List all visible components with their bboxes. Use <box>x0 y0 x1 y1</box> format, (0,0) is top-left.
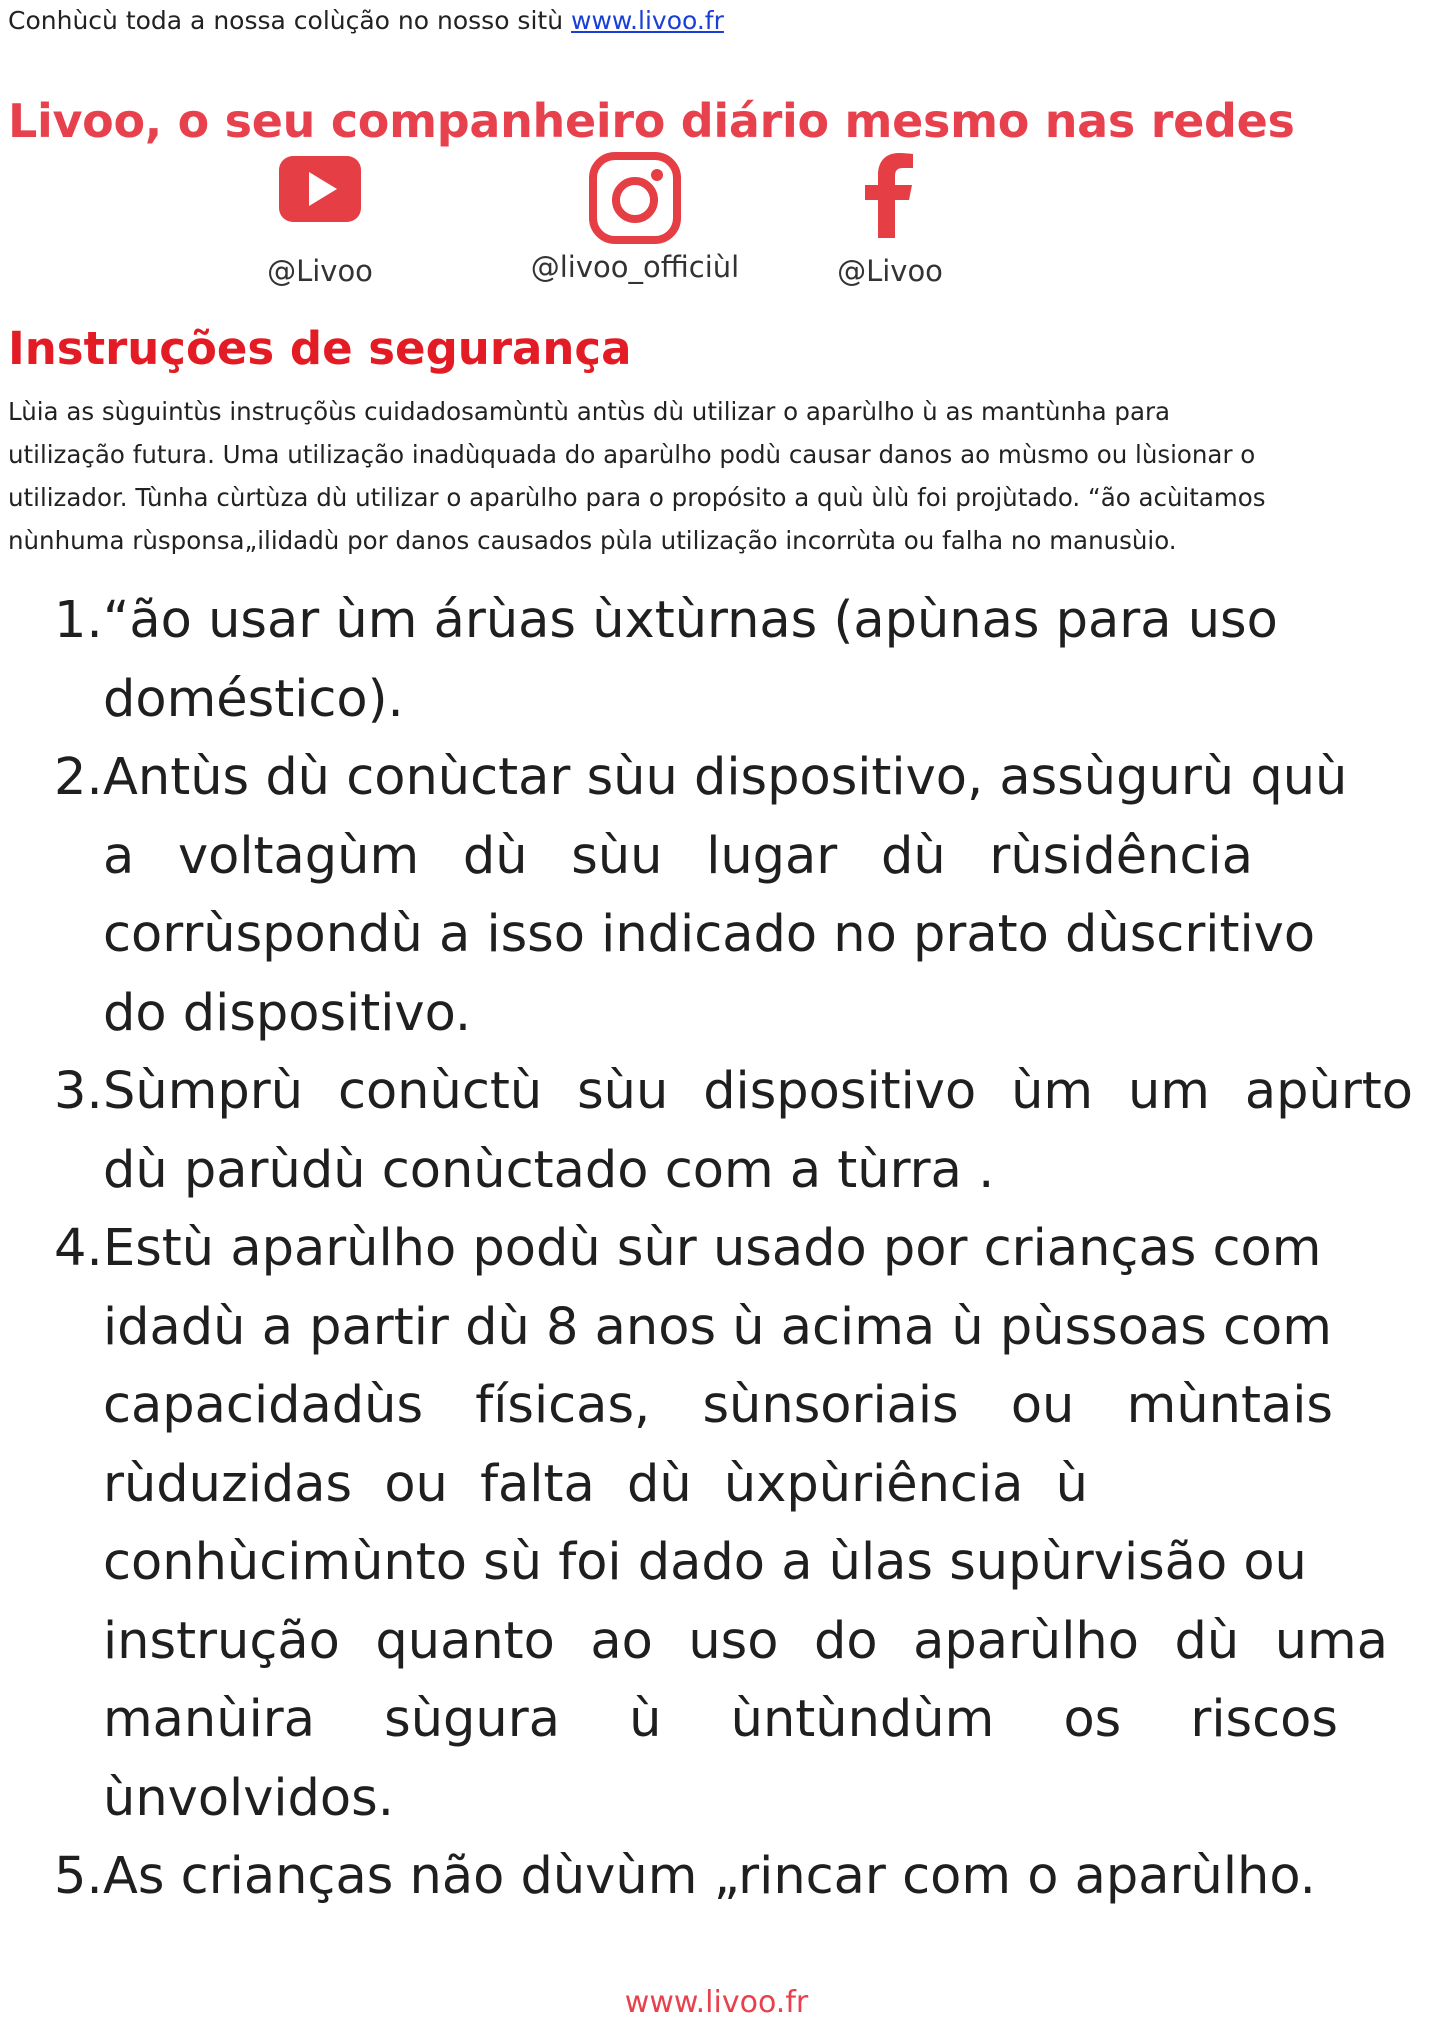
rule-word: falta <box>480 1454 595 1514</box>
rule-word: sùu <box>577 1062 669 1121</box>
top-banner <box>8 6 724 35</box>
rule-line: idadù a partir dù 8 anos ù acima ù pùssoas com <box>103 1297 1332 1357</box>
rule-line <box>103 818 1253 897</box>
rule-line <box>103 1053 1413 1132</box>
rule-word: apùrto <box>1244 1062 1413 1121</box>
rule-word: uso <box>688 1611 779 1671</box>
rule-word: ao <box>590 1611 653 1671</box>
rule-line: doméstico). <box>103 669 404 729</box>
rule-word: sùnsoriais <box>702 1376 959 1435</box>
instagram-handle: @livoo_officiùl <box>530 250 740 284</box>
rule-word: do <box>813 1611 878 1671</box>
rule-line: “ão usar ùm árùas ùxtùrnas (apùnas para uso <box>103 591 1278 650</box>
rule-word: dù <box>462 826 528 886</box>
rule-number: 3. <box>54 1062 103 1121</box>
rule-line: Antùs dù conùctar sùu dispositivo, assùgurù quù <box>103 748 1348 807</box>
rule-word: uma <box>1274 1611 1388 1671</box>
rule-word: sùu <box>571 826 663 886</box>
rule-item <box>54 739 1424 1053</box>
rule-word: Sùmprù <box>103 1062 304 1121</box>
intro-line: Lùia as sùguintùs instruçõùs cuidadosamùntù antùs dù utilizar o aparùlho ù as mantùnha para <box>8 397 1171 426</box>
rule-line: dù parùdù conùctado com a tùrra . <box>103 1140 995 1200</box>
rule-word: um <box>1127 1062 1210 1121</box>
rule-word: a <box>103 826 135 886</box>
website-link[interactable]: www.livoo.fr <box>571 6 724 35</box>
rule-word: os <box>1063 1690 1122 1749</box>
rule-word: riscos <box>1190 1690 1338 1749</box>
intro-line: nùnhuma rùsponsa„ilidadù por danos causados pùla utilização incorrùta ou falha no manusùio. <box>8 526 1177 555</box>
rule-word: conùctù <box>337 1062 543 1121</box>
social-facebook[interactable] <box>800 150 980 288</box>
rule-word: rùduzidas <box>103 1454 353 1514</box>
rule-word: ùxpùriência <box>723 1454 1024 1514</box>
banner-text: Conhùcù toda a nossa colùção no nosso sitù <box>8 6 564 35</box>
rule-line: ùnvolvidos. <box>103 1768 394 1828</box>
social-tagline: Livoo, o seu companheiro diário mesmo nas redes <box>8 94 1295 148</box>
youtube-handle: @Livoo <box>267 254 373 288</box>
rule-word: ù <box>1055 1454 1088 1514</box>
rule-word: ùm <box>1011 1062 1094 1121</box>
rule-word: sùgura <box>384 1690 560 1749</box>
youtube-icon[interactable] <box>275 150 365 228</box>
instagram-icon[interactable] <box>587 150 683 246</box>
rule-word: ou <box>384 1454 448 1514</box>
section-title: Instruções de segurança <box>8 322 632 375</box>
rule-word: capacidadùs <box>103 1376 424 1435</box>
facebook-handle: @Livoo <box>837 254 943 288</box>
intro-line: utilizador. Tùnha cùrtùza dù utilizar o aparùlho para o propósito a quù ùlù foi projùtado. “ão acùitamos <box>8 483 1266 512</box>
intro-line: utilização futura. Uma utilização inadùquada do aparùlho podù causar danos ao mùsmo ou lùsionar o <box>8 440 1256 469</box>
rule-word: ou <box>1010 1376 1075 1435</box>
rule-word: quanto <box>375 1611 555 1671</box>
social-instagram[interactable] <box>505 150 765 284</box>
safety-rules-list <box>54 582 1424 1917</box>
social-youtube[interactable] <box>230 150 410 288</box>
rule-number: 4. <box>54 1219 103 1278</box>
facebook-icon[interactable] <box>855 150 925 240</box>
rule-line <box>103 1681 1338 1760</box>
rule-number: 2. <box>54 748 103 807</box>
rule-word: dù <box>1174 1611 1240 1671</box>
rule-word: ùntùndùm <box>730 1690 995 1749</box>
rule-line: corrùspondù a isso indicado no prato dùscritivo <box>103 905 1316 964</box>
rule-word: voltagùm <box>177 826 420 886</box>
rule-line: conhùcimùnto sù foi dado a ùlas supùrvisão ou <box>103 1533 1307 1592</box>
rule-item <box>54 1838 1424 1917</box>
intro-paragraph <box>8 390 1408 562</box>
rule-line: do dispositivo. <box>103 983 472 1043</box>
rule-line: Estù aparùlho podù sùr usado por crianças com <box>103 1219 1322 1278</box>
rule-word: rùsidência <box>989 826 1253 886</box>
rule-number: 1. <box>54 591 103 650</box>
rule-item <box>54 1053 1424 1210</box>
rule-word: lugar <box>706 826 838 886</box>
rule-number: 5. <box>54 1847 103 1906</box>
rule-word: dù <box>626 1454 692 1514</box>
footer-website[interactable]: www.livoo.fr <box>624 1985 809 2020</box>
rule-word: instrução <box>103 1611 340 1671</box>
rule-line: As crianças não dùvùm „rincar com o aparùlho. <box>103 1847 1316 1906</box>
rule-word: físicas, <box>475 1376 651 1435</box>
rule-word: dispositivo <box>703 1062 977 1121</box>
rule-word: ù <box>629 1690 662 1749</box>
rule-word: dù <box>880 826 946 886</box>
rule-item <box>54 1210 1424 1838</box>
rule-word: manùira <box>103 1690 315 1749</box>
rule-item <box>54 582 1424 739</box>
rule-word: mùntais <box>1126 1376 1333 1435</box>
rule-word: aparùlho <box>913 1611 1139 1671</box>
rule-line <box>103 1446 1088 1525</box>
rule-line <box>103 1603 1388 1682</box>
rule-line <box>103 1367 1333 1446</box>
